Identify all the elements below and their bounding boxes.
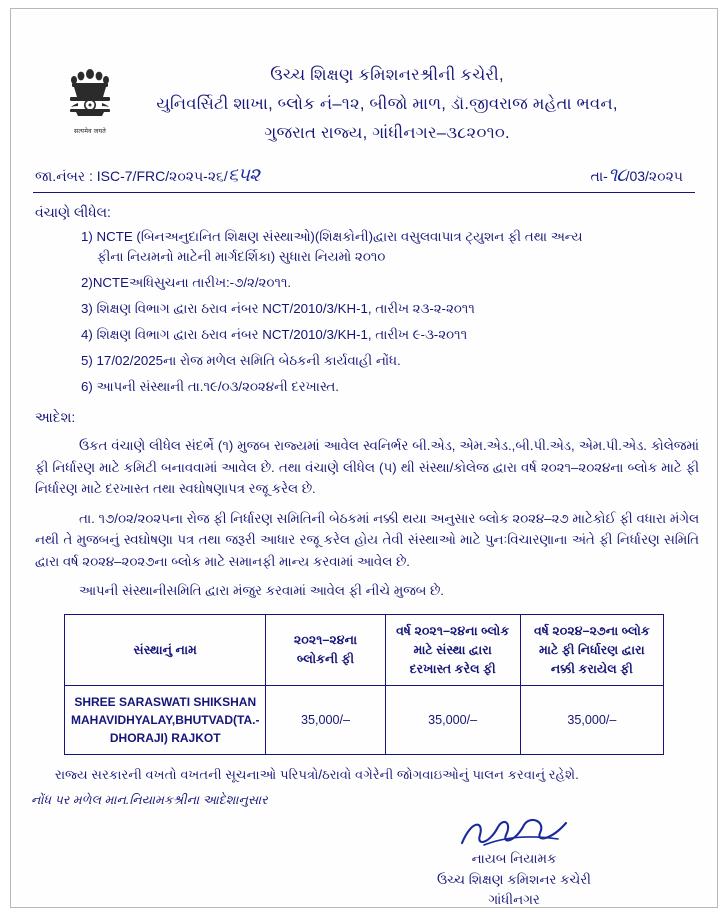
cell-fee-2021-24: 35,000/– <box>266 686 385 755</box>
ref-text: NCTEઅધિસુચના તારીખ:-૭/૨/૨૦૧૧. <box>92 275 292 291</box>
list-item <box>81 351 699 371</box>
ref-text: શિક્ષણ વિભાગ દ્વારા ઠરાવ નંબર NCT/2010/3/KH-1, તારીખ ૯-૩-૨૦૧૧ <box>96 326 468 342</box>
ref-text: 17/02/2025ના રોજ મળેલ સમિતિ બેઠકની કાર્યવાહી નોંધ. <box>96 352 401 368</box>
list-item <box>81 299 699 319</box>
date-label: તા- <box>590 167 608 184</box>
office-line-1: ઉચ્ચ શિક્ષણ કમિશનરશ્રીની કચેરી, <box>270 66 504 84</box>
reference-number-handwritten: ૬૫૨ <box>227 163 260 186</box>
date-handwritten: ૧૮ <box>607 163 626 186</box>
list-item <box>81 325 699 345</box>
reference-line <box>29 162 699 190</box>
ref-text: શિક્ષણ વિભાગ દ્વારા ઠરાવ નંબર NCT/2010/3/KH-1, તારીખ ૨૩-૨-૨૦૧૧ <box>96 300 475 316</box>
column-header-institute: સંસ્થાનું નામ <box>65 614 266 686</box>
list-item <box>81 377 699 397</box>
header-divider <box>33 192 695 193</box>
order-paragraph-2: તા. ૧૭/૦૨/૨૦૨૫ના રોજ ફી નિર્ધારણ સમિતિની બેઠકમાં નક્કી થયા અનુસાર બ્લોક ૨૦૨૪–૨૭ માટેકોઈ ફી વધારા મંગેલ નથી તે મુજબનું સ્વઘોષણા પત્ર તથા જરૂરી આધાર રજૂ કરેલ હોય તેવી સંસ્થાઓ માટે પુનઃવિચારણાના અંતે ફી નિર્ધારણ સમિતિ દ્વારા વર્ષ ૨૦૨૪–૨૦૨૭ના બ્લોક માટે સમાનફી માન્ય કરવામાં આવેલ છે. <box>35 510 699 569</box>
letterhead <box>29 23 699 148</box>
table-row <box>65 686 664 755</box>
cell-fee-2024-27: 35,000/– <box>520 686 663 755</box>
ref-number: 2) <box>81 275 93 291</box>
document-body <box>29 23 699 908</box>
list-item <box>81 273 699 293</box>
reference-number <box>35 162 259 190</box>
ref-number: 1) <box>81 229 93 245</box>
order-paragraph-3: આપની સંસ્થાનીસમિતિ દ્વારા મંજુર કરવામાં આવેલ ફી નીચે મુજબ છે. <box>79 583 445 599</box>
ref-text: NCTE (બિનઅનુદાનિત શિક્ષણ સંસ્થાઓ)(શિક્ષકોની)દ્વારા વસુલવાપાત્ર ટ્યુશન ફી તથા અન્ય <box>96 229 583 245</box>
signature-mark <box>329 815 699 849</box>
column-header-approved-fee: વર્ષ ૨૦૨૪–૨૭ના બ્લોક માટે ફી નિર્ધારણ દ્વારા નક્કી કરાયેલ ફી <box>520 614 663 686</box>
order-paragraph-1: ઉકત વંચાણે લીધેલ સંદર્ભે (૧) મુજબ રાજ્યમાં આવેલ સ્વનિર્ભર બી.એડ, એમ.એડ.,બી.પી.એડ, એમ.પી.એડ. કોલેજમાં ફી નિર્ધારણ માટે કમિટી બનાવવામાં આવેલ છે. તથા વંચાણે લીધેલ (૫) થી સંસ્થા/કોલેજ દ્વારા વર્ષ ૨૦૨૧–૨૦૨૪ના બ્લોક માટે ફી નિર્ધારણ માટે દરખાસ્ત તથા સ્વઘોષણાપત્ર રજૂ કરેલ છે. <box>35 438 699 497</box>
signatory-designation: નાયબ નિયામક <box>471 850 557 866</box>
cell-fee-proposed: 35,000/– <box>385 686 520 755</box>
compliance-note: રાજ્ય સરકારની વખતો વખતની સૂચનાઓ પરિપત્રો/ઠરાવો વગેરેની જોગવાઇઓનું પાલન કરવાનું રહેશે. <box>55 767 579 783</box>
emblem-motto: सत्यमेव जयते <box>74 128 106 135</box>
signatory-place: ગાંધીનગર <box>488 892 540 908</box>
signature-block <box>29 815 699 911</box>
ref-number: 3) <box>81 300 93 316</box>
ref-number: 4) <box>81 326 93 342</box>
approval-note: નોંધ પર મળેલ માન.નિયામકશ્રીના આદેશાનુસાર <box>31 792 268 807</box>
document-sheet <box>10 8 718 908</box>
office-address <box>123 61 699 148</box>
office-line-2: યુનિવર્સિટી શાખા, બ્લોક નં–૧૨, બીજો માળ, ડૉ.જીવરાજ મહેતા ભવન, <box>156 94 618 113</box>
reference-number-label: જા.નંબર : ISC-7/FRC/૨૦૨૫-૨૬/ <box>35 167 228 184</box>
ref-number: 5) <box>81 352 93 368</box>
read-heading: વંચાણે લીધેલ: <box>35 205 111 221</box>
ref-number: 6) <box>81 378 93 394</box>
signatory-office: ઉચ્ચ શિક્ષણ કમિશનર કચેરી <box>437 871 591 887</box>
ref-text-cont: ફીના નિયમનો માટેની માર્ગદર્શિકા) સુધારા નિયમો ૨૦૧૦ <box>97 249 386 265</box>
order-heading: આદેશ: <box>35 408 76 425</box>
date-rest: /03/૨૦૨૫ <box>625 167 683 184</box>
office-line-3: ગુજરાત રાજ્ય, ગાંધીનગર–૩૮૨૦૧૦. <box>264 123 510 142</box>
reference-list <box>29 227 699 397</box>
ref-text: આપની સંસ્થાની તા.૧૯/૦૩/૨૦૨૪ની દરખાસ્ત. <box>96 378 339 394</box>
list-item <box>81 227 699 267</box>
table-header-row <box>65 614 664 686</box>
fee-table <box>64 614 664 756</box>
cell-institute-name: SHREE SARASWATI SHIKSHAN MAHAVIDHYALAY,BHUTVAD(TA.-DHORAJI) RAJKOT <box>65 686 266 755</box>
column-header-proposed-fee: વર્ષ ૨૦૨૧–૨૪ના બ્લોક માટે સંસ્થા દ્વારા દરખાસ્ત કરેલ ફી <box>385 614 520 686</box>
column-header-block-2021-24-fee: ૨૦૨૧–૨૪ના બ્લોકની ફી <box>266 614 385 686</box>
reference-date <box>590 162 683 190</box>
state-emblem-icon <box>57 61 123 137</box>
